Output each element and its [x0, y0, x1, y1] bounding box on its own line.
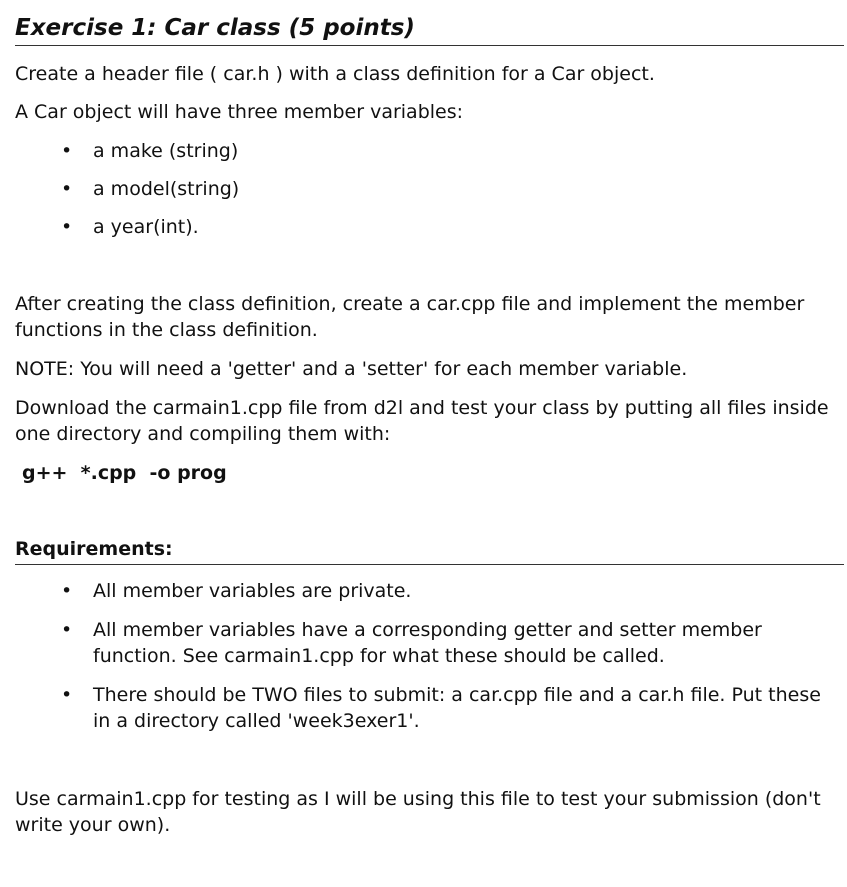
- bullet-icon: •: [61, 580, 73, 602]
- bullet-icon: •: [61, 140, 73, 162]
- requirement-text: All member variables have a corresponding getter and setter member function. See carmain1.cpp for what these should be called.: [93, 619, 762, 667]
- compile-command: g++ *.cpp -o prog: [22, 462, 227, 484]
- page-title: Exercise 1: Car class (5 points): [15, 13, 844, 46]
- bullet-icon: •: [61, 619, 73, 641]
- implementation-paragraph: After creating the class definition, create a car.cpp file and implement the member functions in the class definition.: [15, 293, 805, 341]
- download-paragraph: Download the carmain1.cpp file from d2l and test your class by putting all files inside one directory and compiling them with:: [15, 397, 829, 445]
- member-variable-text: a year(int).: [93, 216, 199, 238]
- bullet-icon: •: [61, 684, 73, 706]
- member-variable-text: a make (string): [93, 140, 239, 162]
- intro-paragraph-member-variables: A Car object will have three member variables:: [15, 101, 464, 123]
- requirement-text: There should be TWO files to submit: a car.cpp file and a car.h file. Put these in a directory called 'week3exer1'.: [93, 684, 821, 732]
- requirements-heading: Requirements:: [15, 537, 844, 565]
- member-variable-text: a model(string): [93, 178, 240, 200]
- footer-paragraph: Use carmain1.cpp for testing as I will be using this file to test your submission (don't write your own).: [15, 788, 821, 836]
- bullet-icon: •: [61, 216, 73, 238]
- bullet-icon: •: [61, 178, 73, 200]
- intro-paragraph-header-file: Create a header file ( car.h ) with a class definition for a Car object.: [15, 63, 655, 85]
- requirement-text: All member variables are private.: [93, 580, 412, 602]
- note-paragraph: NOTE: You will need a 'getter' and a 'setter' for each member variable.: [15, 358, 688, 380]
